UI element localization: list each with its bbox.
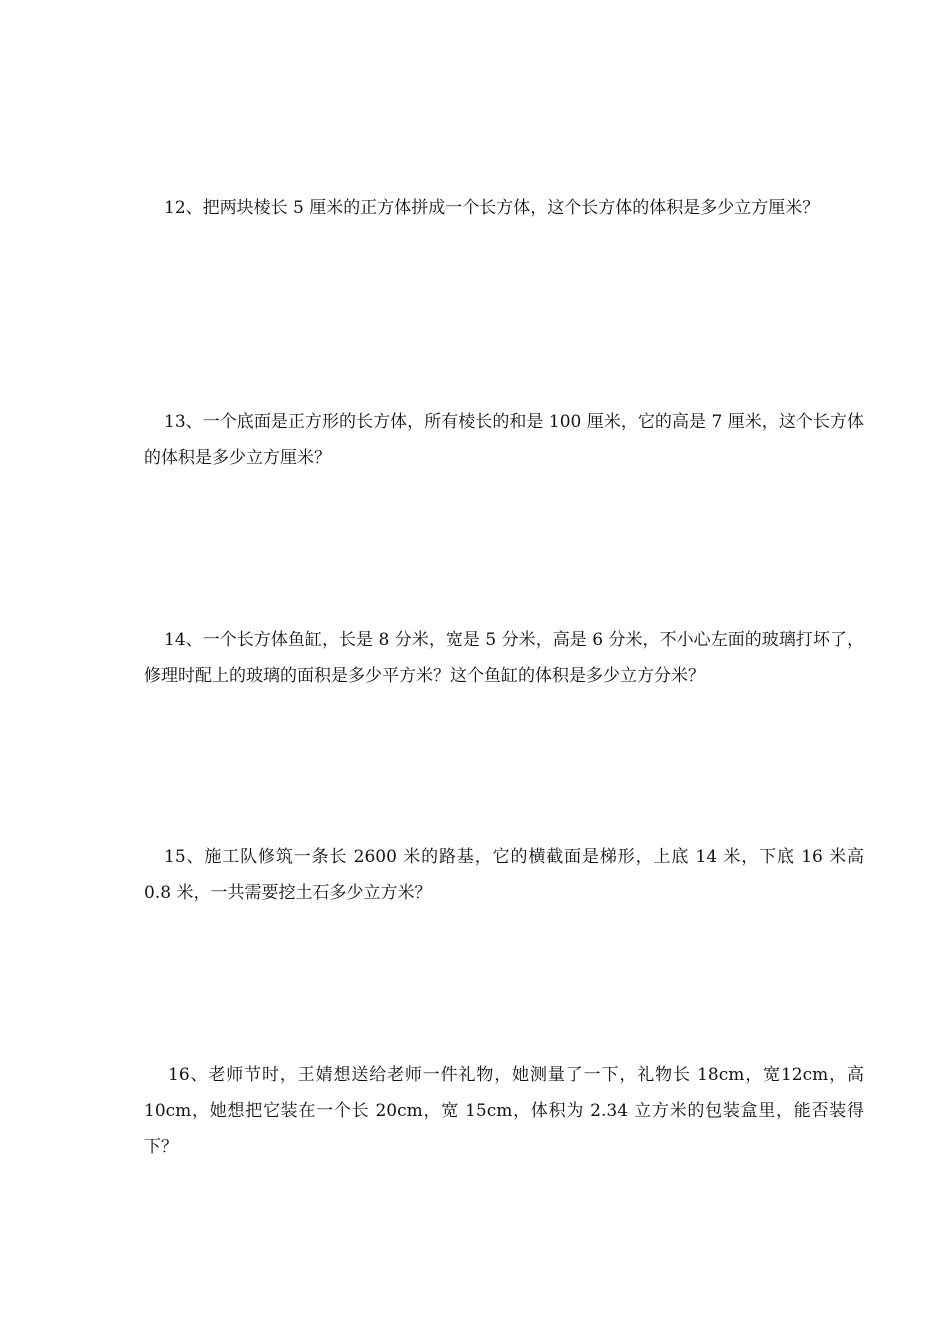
question-12: 12、把两块棱长 5 厘米的正方体拼成一个长方体，这个长方体的体积是多少立方厘米？ bbox=[164, 198, 820, 218]
question-15: 15、施工队修筑一条长 2600 米的路基，它的横截面是梯形，上底 14 米，下底 16 米高 0.8 米，一共需要挖土石多少立方米？ bbox=[144, 847, 864, 903]
question-14: 14、一个长方体鱼缸，长是 8 分米，宽是 5 分米，高是 6 分米，不小心左面的玻璃打坏了，修理时配上的玻璃的面积是多少平方米？这个鱼缸的体积是多少立方分米？ bbox=[144, 630, 864, 686]
question-16: 16、老师节时，王婧想送给老师一件礼物，她测量了一下，礼物长 18cm，宽12cm，高 10cm，她想把它装在一个长 20cm，宽 15cm，体积为 2.34 立方米的包装盒里，能否装得下？ bbox=[144, 1065, 864, 1157]
question-13: 13、一个底面是正方形的长方体，所有棱长的和是 100 厘米，它的高是 7 厘米，这个长方体的体积是多少立方厘米？ bbox=[144, 412, 864, 468]
